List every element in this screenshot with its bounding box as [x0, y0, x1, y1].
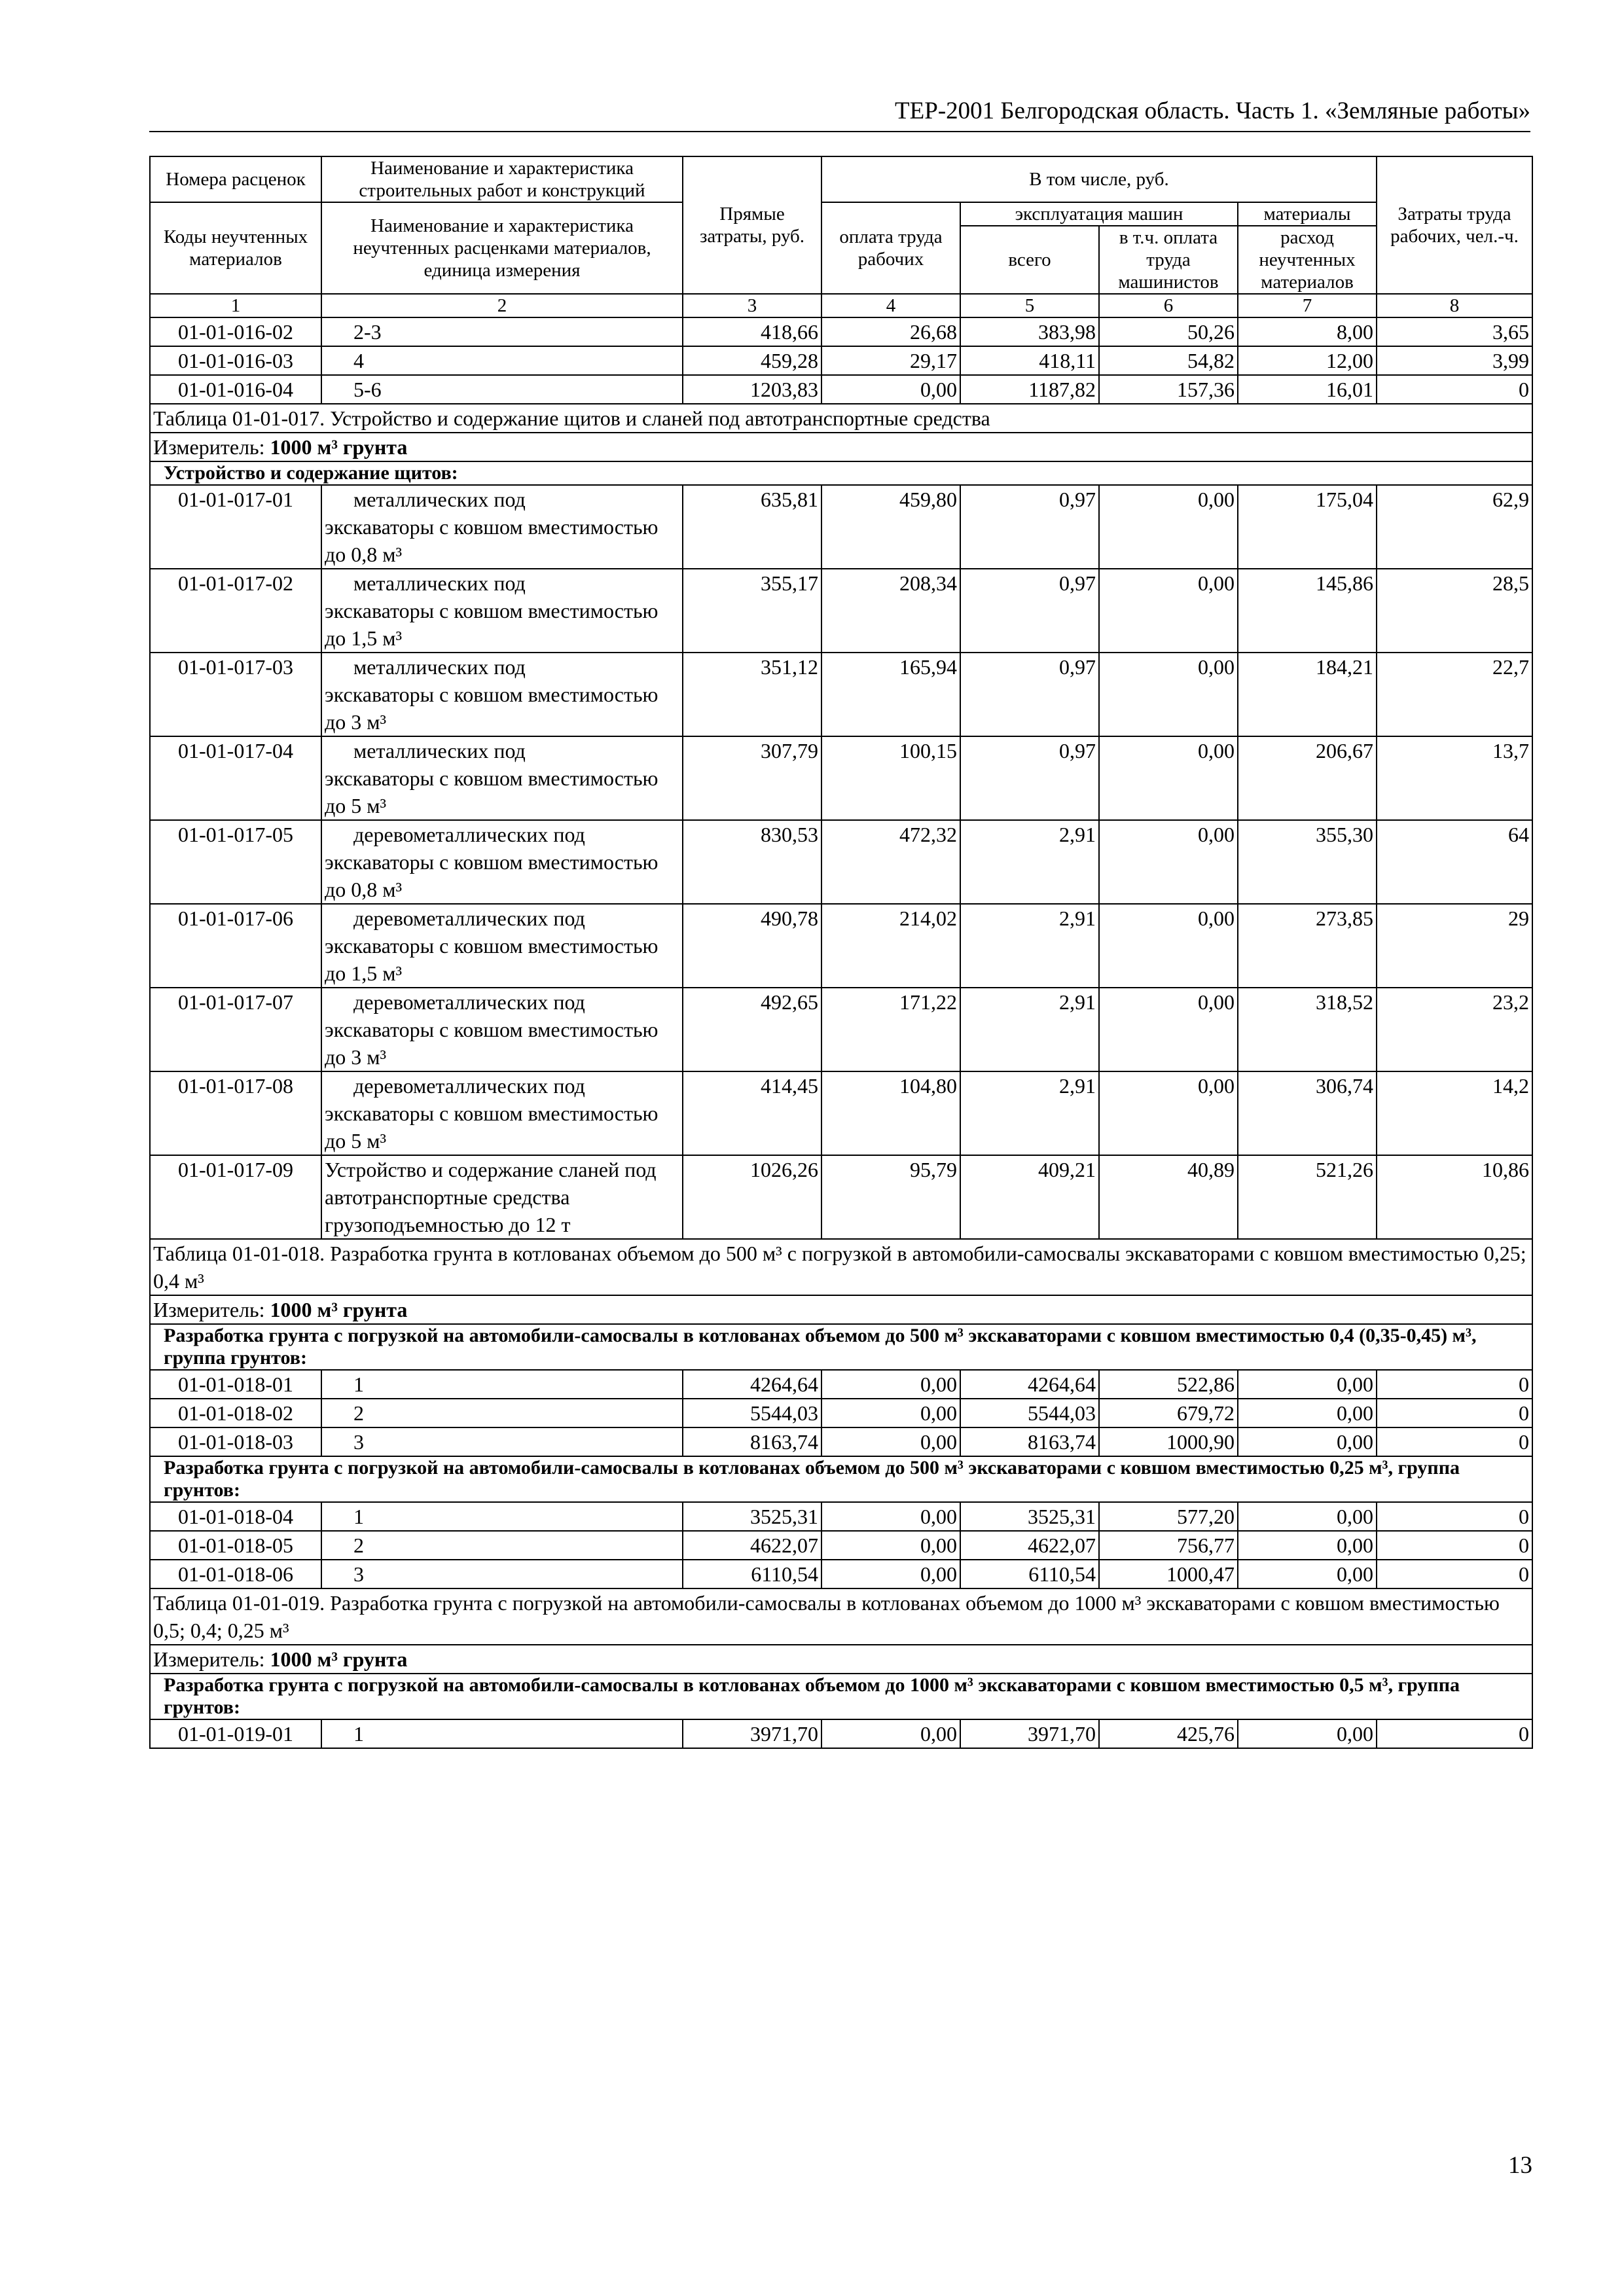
work-type: деревометаллических под	[353, 1074, 585, 1098]
machinist-pay-cell: 0,00	[1099, 736, 1238, 820]
soil-group: 2	[321, 1399, 683, 1427]
machine-total-cell: 418,11	[960, 346, 1099, 375]
rate-code: 01-01-017-07	[150, 988, 321, 1071]
work-type: деревометаллических под	[353, 823, 585, 846]
table-row	[150, 1560, 1532, 1588]
materials-cell: 306,74	[1238, 1071, 1377, 1155]
work-description	[321, 569, 683, 653]
direct-costs-cell: 1203,83	[683, 375, 821, 404]
table-row	[150, 988, 1532, 1071]
direct-costs-cell: 5544,03	[683, 1399, 821, 1427]
machine-total-cell: 2,91	[960, 988, 1099, 1071]
materials-cell: 0,00	[1238, 1719, 1377, 1748]
col-number: 5	[960, 294, 1099, 317]
table-row	[150, 820, 1532, 904]
machinist-pay-cell: 522,86	[1099, 1370, 1238, 1399]
machine-total-cell: 383,98	[960, 317, 1099, 346]
meter-cell	[150, 433, 1532, 461]
materials-cell: 0,00	[1238, 1560, 1377, 1588]
labor-cell: 10,86	[1377, 1155, 1532, 1239]
materials-cell: 273,85	[1238, 904, 1377, 988]
meter-line	[150, 1295, 1532, 1324]
work-type: металлических под	[353, 739, 526, 762]
machine-total-cell: 5544,03	[960, 1399, 1099, 1427]
worker-pay-cell: 26,68	[821, 317, 960, 346]
meter-value: 1000 м³ грунта	[270, 435, 408, 459]
section-heading: Разработка грунта с погрузкой на автомобили-самосвалы в котлованах объемом до 500 м³ экскаваторами с ковшом вместимостью 0,25 м³, группа грунтов:	[150, 1456, 1532, 1502]
work-description	[321, 1071, 683, 1155]
work-spec: экскаваторы с ковшом вместимостью до 1,5 м³	[325, 934, 659, 985]
direct-costs-cell: 414,45	[683, 1071, 821, 1155]
soil-group: 3	[321, 1427, 683, 1456]
worker-pay-cell: 171,22	[821, 988, 960, 1071]
table-title: Разработка грунта в котлованах объемом до 500 м³ с погрузкой в автомобили-самосвалы экскаваторами с ковшом вместимостью 0,25; 0,4 м³	[153, 1242, 1526, 1293]
labor-cell: 14,2	[1377, 1071, 1532, 1155]
materials-cell: 145,86	[1238, 569, 1377, 653]
meter-label: Измеритель:	[153, 1647, 265, 1671]
meter-label: Измеритель:	[153, 1298, 265, 1321]
machine-total-cell: 2,91	[960, 1071, 1099, 1155]
table-title: Разработка грунта с погрузкой на автомобили-самосвалы в котлованах объемом до 1000 м³ экскаваторами с ковшом вместимостью 0,5; 0,4; 0,25 м³	[153, 1591, 1500, 1642]
machinist-pay-cell: 577,20	[1099, 1502, 1238, 1531]
table-row	[150, 485, 1532, 569]
worker-pay-cell: 29,17	[821, 346, 960, 375]
rate-code: 01-01-018-03	[150, 1427, 321, 1456]
rate-code: 01-01-018-01	[150, 1370, 321, 1399]
table-row	[150, 653, 1532, 736]
direct-costs-cell: 6110,54	[683, 1560, 821, 1588]
section-row	[150, 461, 1532, 485]
direct-costs-cell: 307,79	[683, 736, 821, 820]
work-description	[321, 736, 683, 820]
materials-cell: 0,00	[1238, 1370, 1377, 1399]
meter-cell	[150, 1645, 1532, 1674]
table-row	[150, 375, 1532, 404]
direct-costs-cell: 635,81	[683, 485, 821, 569]
soil-group: 2-3	[321, 317, 683, 346]
work-type: металлических под	[353, 488, 526, 511]
work-spec: экскаваторы с ковшом вместимостью до 3 м³	[325, 1018, 659, 1069]
table-row	[150, 1531, 1532, 1560]
col-labor-costs: Затраты труда рабочих, чел.-ч.	[1377, 156, 1532, 294]
worker-pay-cell: 100,15	[821, 736, 960, 820]
machinist-pay-cell: 0,00	[1099, 1071, 1238, 1155]
direct-costs-cell: 830,53	[683, 820, 821, 904]
table-title-cell	[150, 1588, 1532, 1645]
section-heading: Разработка грунта с погрузкой на автомобили-самосвалы в котлованах объемом до 1000 м³ экскаваторами с ковшом вместимостью 0,5 м³, группа грунтов:	[150, 1674, 1532, 1719]
table-row	[150, 904, 1532, 988]
machine-total-cell: 0,97	[960, 485, 1099, 569]
soil-group: 4	[321, 346, 683, 375]
work-spec: экскаваторы с ковшом вместимостью до 0,8 м³	[325, 515, 659, 566]
work-description	[321, 820, 683, 904]
direct-costs-cell: 355,17	[683, 569, 821, 653]
machine-total-cell: 8163,74	[960, 1427, 1099, 1456]
col-material-use: расход неучтенных материалов	[1238, 226, 1377, 294]
worker-pay-cell: 0,00	[821, 1502, 960, 1531]
rate-code: 01-01-018-02	[150, 1399, 321, 1427]
direct-costs-cell: 3525,31	[683, 1502, 821, 1531]
worker-pay-cell: 0,00	[821, 1719, 960, 1748]
machine-total-cell: 2,91	[960, 820, 1099, 904]
table-row	[150, 1155, 1532, 1239]
table-number: Таблица 01-01-019.	[153, 1591, 325, 1615]
worker-pay-cell: 0,00	[821, 1560, 960, 1588]
table-row	[150, 1370, 1532, 1399]
table-title-cell	[150, 1239, 1532, 1295]
worker-pay-cell: 95,79	[821, 1155, 960, 1239]
machinist-pay-cell: 0,00	[1099, 653, 1238, 736]
work-type: металлических под	[353, 655, 526, 679]
header-row-2	[150, 202, 1532, 226]
direct-costs-cell: 459,28	[683, 346, 821, 375]
labor-cell: 0	[1377, 1427, 1532, 1456]
table-row	[150, 317, 1532, 346]
machine-total-cell: 4264,64	[960, 1370, 1099, 1399]
col-number: 8	[1377, 294, 1532, 317]
work-spec: экскаваторы с ковшом вместимостью до 1,5 м³	[325, 599, 659, 650]
rate-code: 01-01-017-08	[150, 1071, 321, 1155]
section-heading: Устройство и содержание щитов:	[150, 461, 1532, 485]
machinist-pay-cell: 50,26	[1099, 317, 1238, 346]
table-row	[150, 1071, 1532, 1155]
materials-cell: 0,00	[1238, 1502, 1377, 1531]
table-row	[150, 346, 1532, 375]
table-row	[150, 569, 1532, 653]
direct-costs-cell: 418,66	[683, 317, 821, 346]
meter-line	[150, 433, 1532, 461]
work-spec: экскаваторы с ковшом вместимостью до 5 м³	[325, 1102, 659, 1153]
col-number: 4	[821, 294, 960, 317]
worker-pay-cell: 104,80	[821, 1071, 960, 1155]
meter-value: 1000 м³ грунта	[270, 1647, 408, 1671]
work-type: деревометаллических под	[353, 906, 585, 930]
labor-cell: 0	[1377, 375, 1532, 404]
rate-code: 01-01-018-05	[150, 1531, 321, 1560]
machinist-pay-cell: 0,00	[1099, 820, 1238, 904]
table-title	[150, 1239, 1532, 1295]
table-number: Таблица 01-01-017.	[153, 406, 325, 430]
work-spec: экскаваторы с ковшом вместимостью до 0,8 м³	[325, 850, 659, 901]
rate-code: 01-01-017-09	[150, 1155, 321, 1239]
rate-code: 01-01-017-02	[150, 569, 321, 653]
machine-total-cell: 0,97	[960, 653, 1099, 736]
machine-total-cell: 6110,54	[960, 1560, 1099, 1588]
machinist-pay-cell: 0,00	[1099, 569, 1238, 653]
materials-cell: 206,67	[1238, 736, 1377, 820]
materials-cell: 318,52	[1238, 988, 1377, 1071]
worker-pay-cell: 0,00	[821, 375, 960, 404]
materials-cell: 355,30	[1238, 820, 1377, 904]
work-description	[321, 653, 683, 736]
meter-value: 1000 м³ грунта	[270, 1298, 408, 1321]
meter-label: Измеритель:	[153, 435, 265, 459]
table-row	[150, 1502, 1532, 1531]
col-machine-operation: эксплуатация машин	[960, 202, 1238, 226]
section-row	[150, 1674, 1532, 1719]
worker-pay-cell: 472,32	[821, 820, 960, 904]
machine-total-cell: 3971,70	[960, 1719, 1099, 1748]
machinist-pay-cell: 425,76	[1099, 1719, 1238, 1748]
materials-cell: 521,26	[1238, 1155, 1377, 1239]
machine-total-cell: 0,97	[960, 569, 1099, 653]
machine-total-cell: 3525,31	[960, 1502, 1099, 1531]
soil-group: 2	[321, 1531, 683, 1560]
table-title	[150, 1588, 1532, 1645]
col-materials: материалы	[1238, 202, 1377, 226]
col-material-name: Наименование и характеристика неучтенных расценками материалов, единица измерения	[321, 202, 683, 294]
table-row	[150, 736, 1532, 820]
direct-costs-cell: 8163,74	[683, 1427, 821, 1456]
materials-cell: 0,00	[1238, 1427, 1377, 1456]
table-title-cell	[150, 404, 1532, 433]
worker-pay-cell: 208,34	[821, 569, 960, 653]
labor-cell: 23,2	[1377, 988, 1532, 1071]
machinist-pay-cell: 756,77	[1099, 1531, 1238, 1560]
col-number: 7	[1238, 294, 1377, 317]
materials-cell: 8,00	[1238, 317, 1377, 346]
worker-pay-cell: 0,00	[821, 1427, 960, 1456]
machine-total-cell: 409,21	[960, 1155, 1099, 1239]
direct-costs-cell: 4622,07	[683, 1531, 821, 1560]
direct-costs-cell: 492,65	[683, 988, 821, 1071]
col-number: 3	[683, 294, 821, 317]
machine-total-cell: 4622,07	[960, 1531, 1099, 1560]
machine-total-cell: 0,97	[960, 736, 1099, 820]
machinist-pay-cell: 54,82	[1099, 346, 1238, 375]
table-row	[150, 1399, 1532, 1427]
labor-cell: 0	[1377, 1399, 1532, 1427]
machinist-pay-cell: 1000,90	[1099, 1427, 1238, 1456]
rate-code: 01-01-017-06	[150, 904, 321, 988]
machinist-pay-cell: 1000,47	[1099, 1560, 1238, 1588]
rate-code: 01-01-018-06	[150, 1560, 321, 1588]
worker-pay-cell: 459,80	[821, 485, 960, 569]
work-description: Устройство и содержание сланей под автотранспортные средства грузоподъемностью до 12 т	[321, 1155, 683, 1239]
table-title	[150, 404, 1532, 433]
soil-group: 3	[321, 1560, 683, 1588]
col-including: В том числе, руб.	[821, 156, 1377, 202]
labor-cell: 0	[1377, 1502, 1532, 1531]
labor-cell: 0	[1377, 1531, 1532, 1560]
worker-pay-cell: 165,94	[821, 653, 960, 736]
worker-pay-cell: 0,00	[821, 1370, 960, 1399]
materials-cell: 12,00	[1238, 346, 1377, 375]
machinist-pay-cell: 0,00	[1099, 485, 1238, 569]
rate-code: 01-01-018-04	[150, 1502, 321, 1531]
labor-cell: 3,99	[1377, 346, 1532, 375]
work-description	[321, 485, 683, 569]
materials-cell: 0,00	[1238, 1531, 1377, 1560]
header-row-1	[150, 156, 1532, 202]
labor-cell: 0	[1377, 1560, 1532, 1588]
labor-cell: 29	[1377, 904, 1532, 988]
labor-cell: 64	[1377, 820, 1532, 904]
meter-line	[150, 1645, 1532, 1674]
table-number: Таблица 01-01-018.	[153, 1242, 325, 1265]
direct-costs-cell: 1026,26	[683, 1155, 821, 1239]
rate-code: 01-01-017-05	[150, 820, 321, 904]
work-description	[321, 904, 683, 988]
rate-code: 01-01-019-01	[150, 1719, 321, 1748]
worker-pay-cell: 0,00	[821, 1399, 960, 1427]
worker-pay-cell: 214,02	[821, 904, 960, 988]
col-total: всего	[960, 226, 1099, 294]
table-title: Устройство и содержание щитов и сланей под автотранспортные средства	[330, 406, 990, 430]
page-header	[149, 97, 1530, 132]
col-number: 1	[150, 294, 321, 317]
rate-code: 01-01-016-02	[150, 317, 321, 346]
soil-group: 5-6	[321, 375, 683, 404]
col-rate-numbers: Номера расценок	[150, 156, 321, 202]
section-heading: Разработка грунта с погрузкой на автомобили-самосвалы в котлованах объемом до 500 м³ экскаваторами с ковшом вместимостью 0,4 (0,35-0,45) м³, группа грунтов:	[150, 1324, 1532, 1370]
soil-group: 1	[321, 1502, 683, 1531]
labor-cell: 22,7	[1377, 653, 1532, 736]
col-number: 6	[1099, 294, 1238, 317]
labor-cell: 0	[1377, 1370, 1532, 1399]
machine-total-cell: 1187,82	[960, 375, 1099, 404]
soil-group: 1	[321, 1719, 683, 1748]
meter-cell	[150, 1295, 1532, 1324]
work-spec: экскаваторы с ковшом вместимостью до 3 м³	[325, 683, 659, 734]
work-type: металлических под	[353, 571, 526, 595]
labor-cell: 0	[1377, 1719, 1532, 1748]
labor-cell: 13,7	[1377, 736, 1532, 820]
direct-costs-cell: 490,78	[683, 904, 821, 988]
col-material-codes: Коды неучтенных материалов	[150, 202, 321, 294]
machinist-pay-cell: 0,00	[1099, 904, 1238, 988]
work-description	[321, 988, 683, 1071]
work-type: деревометаллических под	[353, 990, 585, 1014]
col-work-name: Наименование и характеристика строительных работ и конструкций	[321, 156, 683, 202]
page-number: 13	[1508, 2152, 1532, 2179]
table-row	[150, 1719, 1532, 1748]
col-direct-costs: Прямые затраты, руб.	[683, 156, 821, 294]
worker-pay-cell: 0,00	[821, 1531, 960, 1560]
rate-code: 01-01-017-01	[150, 485, 321, 569]
rate-code: 01-01-016-03	[150, 346, 321, 375]
machine-total-cell: 2,91	[960, 904, 1099, 988]
machinist-pay-cell: 679,72	[1099, 1399, 1238, 1427]
rates-document	[149, 156, 1532, 1749]
materials-cell: 0,00	[1238, 1399, 1377, 1427]
materials-cell: 184,21	[1238, 653, 1377, 736]
materials-cell: 16,01	[1238, 375, 1377, 404]
rate-code: 01-01-017-04	[150, 736, 321, 820]
table-row	[150, 1427, 1532, 1456]
machinist-pay-cell: 157,36	[1099, 375, 1238, 404]
col-number: 2	[321, 294, 683, 317]
labor-cell: 28,5	[1377, 569, 1532, 653]
section-row	[150, 1324, 1532, 1370]
direct-costs-cell: 3971,70	[683, 1719, 821, 1748]
materials-cell: 175,04	[1238, 485, 1377, 569]
machinist-pay-cell: 40,89	[1099, 1155, 1238, 1239]
direct-costs-cell: 351,12	[683, 653, 821, 736]
section-row	[150, 1456, 1532, 1502]
rate-code: 01-01-017-03	[150, 653, 321, 736]
labor-cell: 62,9	[1377, 485, 1532, 569]
soil-group: 1	[321, 1370, 683, 1399]
column-numbers-row	[150, 294, 1532, 317]
rates-table	[149, 156, 1533, 1749]
labor-cell: 3,65	[1377, 317, 1532, 346]
work-spec: экскаваторы с ковшом вместимостью до 5 м³	[325, 766, 659, 817]
col-worker-pay: оплата труда рабочих	[821, 202, 960, 294]
machinist-pay-cell: 0,00	[1099, 988, 1238, 1071]
running-title: ТЕР-2001 Белгородская область. Часть 1. «Земляные работы»	[895, 98, 1530, 124]
direct-costs-cell: 4264,64	[683, 1370, 821, 1399]
col-machinist-pay: в т.ч. оплата труда машинистов	[1099, 226, 1238, 294]
rate-code: 01-01-016-04	[150, 375, 321, 404]
